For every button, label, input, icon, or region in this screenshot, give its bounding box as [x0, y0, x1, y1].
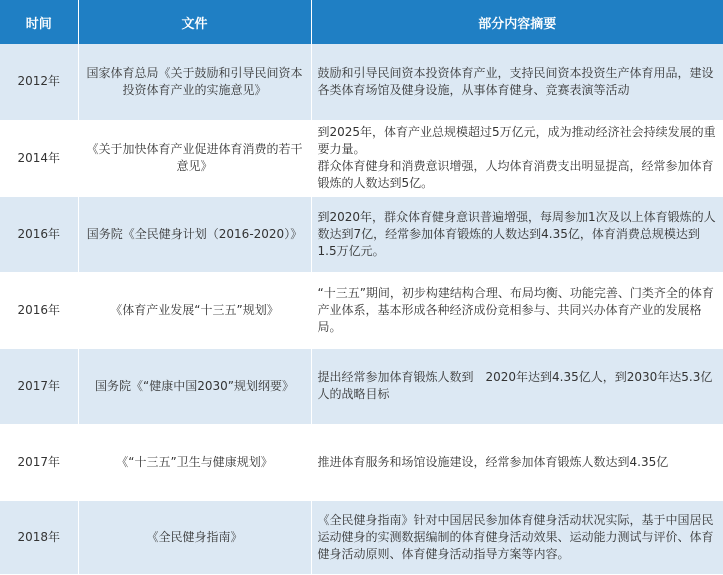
- cell-document: 《“十三五”卫生与健康规划》: [78, 424, 311, 500]
- summary-line: 群众体育健身和消费意识增强，人均体育消费支出明显提高，经常参加体育锻炼的人数达到5亿。: [317, 159, 714, 191]
- cell-year: 2017年: [0, 348, 78, 424]
- cell-summary: [311, 272, 723, 348]
- summary-line: 提出经常参加体育锻炼人数到 2020年达到4.35亿人，到2030年达5.3亿人的战略目标: [317, 370, 713, 402]
- cell-summary: [311, 44, 723, 120]
- summary-line: 到2020年，群众体育健身意识普遍增强，每周参加1次及以上体育锻炼的人数达到7亿，经常参加体育锻炼的人数达到4.35亿，体育消费总规模达到1.5万亿元。: [317, 209, 716, 258]
- cell-document: 《关于加快体育产业促进体育消费的若干意见》: [78, 120, 311, 196]
- cell-summary: [311, 348, 723, 424]
- summary-line: 到2025年，体育产业总规模超过5万亿元，成为推动经济社会持续发展的重要力量。: [317, 125, 716, 157]
- cell-summary: [311, 500, 723, 574]
- header-row: [0, 0, 723, 44]
- cell-document: 《体育产业发展“十三五”规划》: [78, 272, 311, 348]
- header-year: 时间: [0, 0, 78, 44]
- cell-document: 国家体育总局《关于鼓励和引导民间资本投资体育产业的实施意见》: [78, 44, 311, 120]
- table-row: [0, 348, 723, 424]
- cell-document: 国务院《“健康中国2030”规划纲要》: [78, 348, 311, 424]
- table-row: [0, 196, 723, 272]
- summary-line: “十三五”期间，初步构建结构合理、布局均衡、功能完善、门类齐全的体育产业体系，基本形成各种经济成份竞相参与、共同兴办体育产业的发展格局。: [317, 285, 714, 334]
- cell-year: 2014年: [0, 120, 78, 196]
- table-row: [0, 500, 723, 574]
- cell-document: 国务院《全民健身计划（2016-2020）》: [78, 196, 311, 272]
- cell-year: 2017年: [0, 424, 78, 500]
- table-row: [0, 272, 723, 348]
- header-document: 文件: [78, 0, 311, 44]
- table-row: [0, 424, 723, 500]
- cell-summary: [311, 196, 723, 272]
- cell-year: 2012年: [0, 44, 78, 120]
- table-row: [0, 120, 723, 196]
- cell-year: 2016年: [0, 272, 78, 348]
- cell-summary: [311, 120, 723, 196]
- table-row: [0, 44, 723, 120]
- header-summary: 部分内容摘要: [311, 0, 723, 44]
- cell-year: 2018年: [0, 500, 78, 574]
- cell-summary: [311, 424, 723, 500]
- summary-line: 推进体育服务和场馆设施建设，经常参加体育锻炼人数达到4.35亿: [317, 454, 669, 469]
- summary-line: 鼓励和引导民间资本投资体育产业，支持民间资本投资生产体育用品，建设各类体育场馆及健身设施，从事体育健身、竞赛表演等活动: [317, 65, 714, 97]
- summary-line: 《全民健身指南》针对中国居民参加体育健身活动状况实际，基于中国居民运动健身的实测数据编制的体育健身活动效果、运动能力测试与评价、体育健身活动原则、体育健身活动指导方案等内容。: [317, 512, 714, 561]
- cell-year: 2016年: [0, 196, 78, 272]
- cell-document: 《全民健身指南》: [78, 500, 311, 574]
